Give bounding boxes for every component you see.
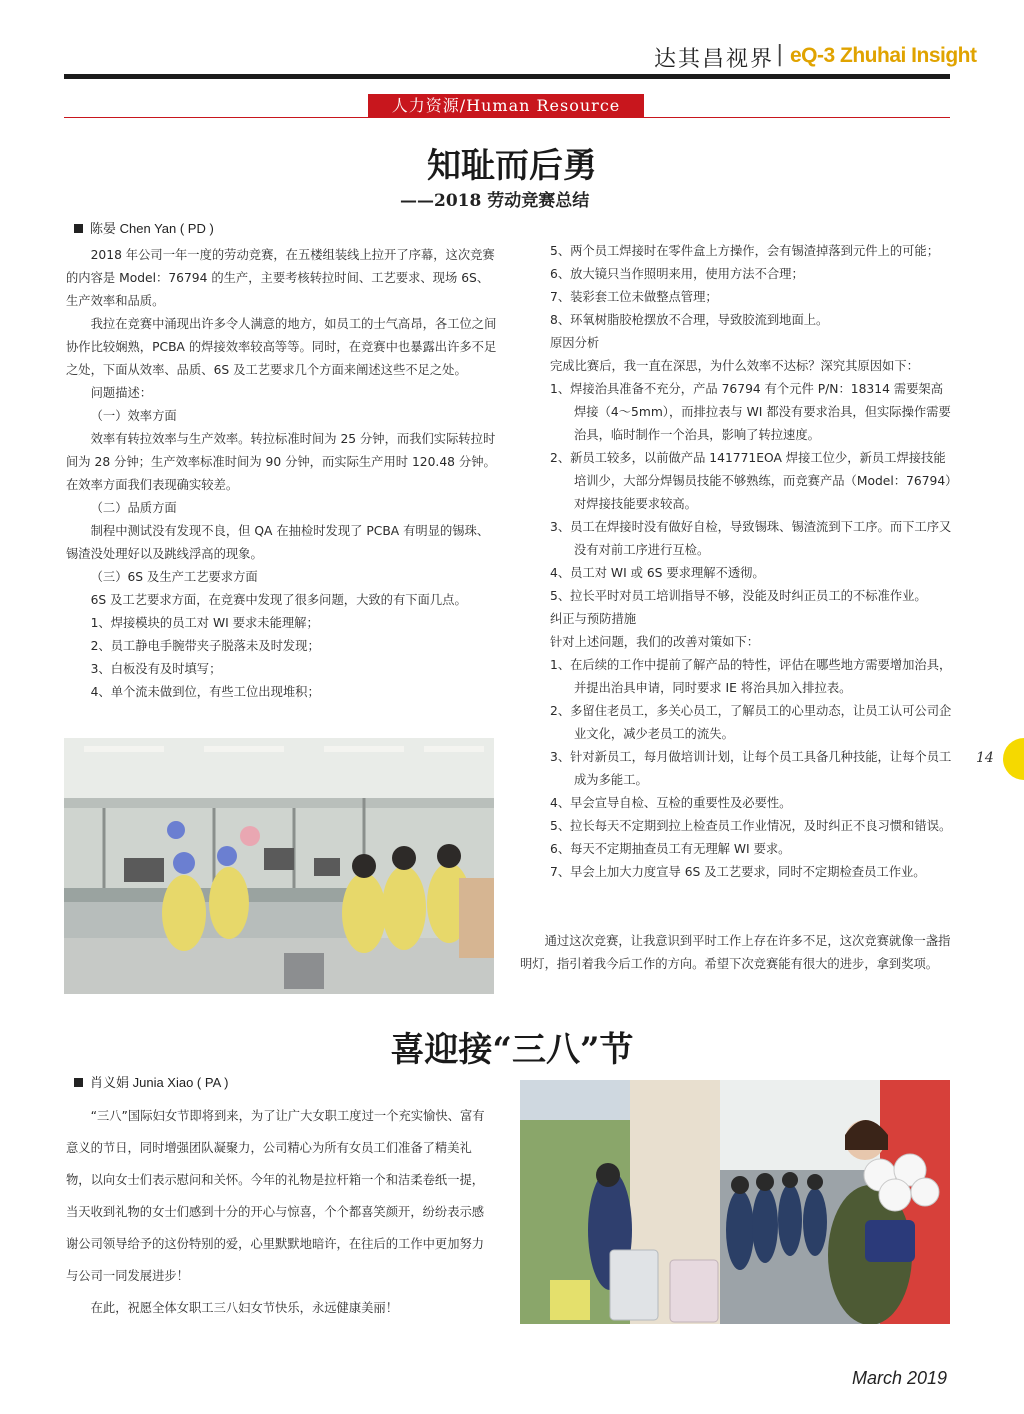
article-subtitle: ——2018 劳动竞赛总结 <box>400 191 590 211</box>
list-item: 8、环氧树脂胶枪摆放不合理，导致胶流到地面上。 <box>550 313 829 327</box>
article-left-column <box>66 244 498 704</box>
paragraph: 2018 年公司一年一度的劳动竞赛，在五楼组装线上拉开了序幕，这次竞赛的内容是 Model：76794 的生产，主要考核转拉时间、工艺要求、现场 6S、生产效率和品质。 <box>66 248 495 308</box>
paragraph: 6S 及工艺要求方面，在竞赛中发现了很多问题，大致的有下面几点。 <box>90 593 467 607</box>
page-number: 14 <box>976 750 994 766</box>
factory-workers-photo <box>64 738 494 994</box>
list-item: 2、员工静电手腕带夹子脱落未及时发现； <box>90 639 320 653</box>
list-item: 6、每天不定期抽查员工有无理解 WI 要求。 <box>550 842 791 856</box>
paragraph: 通过这次竞赛，让我意识到平时工作上存在许多不足，这次竞赛就像一盏指明灯，指引着我今后工作的方向。希望下次竞赛能有很大的进步，拿到奖项。 <box>520 934 951 971</box>
article2-body <box>66 1100 496 1324</box>
subheading-correction: 纠正与预防措施 <box>550 612 637 626</box>
header-rule <box>64 74 950 79</box>
list-item: 4、员工对 WI 或 6S 要求理解不透彻。 <box>550 566 765 580</box>
article-right-column <box>550 240 952 884</box>
paragraph: 完成比赛后，我一直在深思，为什么效率不达标？深究其原因如下： <box>550 359 919 373</box>
list-item: 6、放大镜只当作照明来用，使用方法不合理； <box>550 267 804 281</box>
header-separator: | <box>776 42 784 67</box>
list-item: 1、焊接治具准备不充分，产品 76794 有个元件 P/N：18314 需要架高焊接（4～5mm），而排拉表与 WI 都没有要求治具，但实际操作需要治具，临时制作一个治具，影响了转拉速度。 <box>550 382 951 442</box>
article2-author <box>74 1072 228 1091</box>
list-item: 3、白板没有及时填写； <box>90 662 222 676</box>
paragraph: 效率有转拉效率与生产效率。转拉标准时间为 25 分钟，而我们实际转拉时间为 28 分钟；生产效率标准时间为 90 分钟，而实际生产用时 120.48 分钟。 在效率方面我们表现确实较差。 <box>66 432 496 492</box>
list-item: 7、早会上加大力度宣导 6S 及工艺要求，同时不定期检查员工作业。 <box>550 865 926 879</box>
page-tab-marker <box>1003 738 1024 780</box>
womens-day-photo-illustration <box>520 1080 950 1324</box>
subheading: （一）效率方面 <box>90 409 177 423</box>
bullet-square-icon <box>74 1078 83 1087</box>
article-conclusion <box>520 930 952 976</box>
magazine-title-cn: 达其昌视界 <box>653 47 774 72</box>
list-item: 5、拉长平时对员工培训指导不够，没能及时纠正员工的不标准作业。 <box>550 589 927 603</box>
section-rule-left <box>64 117 368 118</box>
magazine-title-en: eQ-3 Zhuhai Insight <box>790 44 977 67</box>
article2-title: 喜迎接“三八”节 <box>390 1030 634 1070</box>
factory-photo-illustration <box>64 738 494 994</box>
womens-day-photo <box>520 1080 950 1324</box>
subheading: （二）品质方面 <box>90 501 177 515</box>
list-item: 4、单个流未做到位，有些工位出现堆积； <box>90 685 320 699</box>
paragraph: 我拉在竞赛中涌现出许多令人满意的地方，如员工的士气高昂，各工位之间协作比较娴熟，PCBA 的焊接效率较高等等。同时，在竞赛中也暴露出许多不足之处，下面从效率、品质、6S 及工艺要求几个方面来阐述这些不足之处。 <box>66 317 497 377</box>
paragraph: 在此，祝愿全体女职工三八妇女节快乐，永远健康美丽！ <box>90 1301 399 1315</box>
paragraph: 针对上述问题，我们的改善对策如下： <box>550 635 760 649</box>
subheading-analysis: 原因分析 <box>550 336 600 350</box>
section-rule-right <box>644 117 950 118</box>
paragraph: “三八”国际妇女节即将到来，为了让广大女职工度过一个充实愉快、富有意义的节日，同时增强团队凝聚力，公司精心为所有女员工们准备了精美礼物，以向女士们表示慰问和关怀。今年的礼物是拉杆箱一个和洁柔卷纸一提，当天收到礼物的女士们感到十分的开心与惊喜，个个都喜笑颜开，纷纷表示感谢公司领导给予的这份特别的爱，心里默默地暗许，在往后的工作中更加努力与公司一同发展进步！ <box>66 1109 485 1283</box>
list-item: 2、多留住老员工，多关心员工，了解员工的心里动态，让员工认可公司企业文化，减少老员工的流失。 <box>550 704 952 741</box>
section-label: 人力资源/Human Resource <box>368 94 644 118</box>
subheading: （三）6S 及生产工艺要求方面 <box>90 570 258 584</box>
paragraph: 问题描述： <box>90 386 153 400</box>
paragraph: 制程中测试没有发现不良，但 QA 在抽检时发现了 PCBA 有明显的锡珠、锡渣没处理好以及跳线浮高的现象。 <box>66 524 490 561</box>
list-item: 7、装彩套工位未做整点管理； <box>550 290 718 304</box>
article-author <box>74 218 214 237</box>
list-item: 1、在后续的工作中提前了解产品的特性，评估在哪些地方需要增加治具，并提出治具申请，同时要求 IE 将治具加入排拉表。 <box>550 658 952 695</box>
list-item: 5、拉长每天不定期到拉上检查员工作业情况，及时纠正不良习惯和错误。 <box>550 819 952 833</box>
list-item: 5、两个员工焊接时在零件盒上方操作，会有锡渣掉落到元件上的可能； <box>550 244 940 258</box>
list-item: 4、早会宣导自检、互检的重要性及必要性。 <box>550 796 792 810</box>
bullet-square-icon <box>74 224 83 233</box>
article-title: 知耻而后勇 <box>427 146 597 186</box>
author-name: 陈晏 Chen Yan ( PD ) <box>90 221 214 236</box>
list-item: 3、针对新员工，每月做培训计划，让每个员工具备几种技能，让每个员工成为多能工。 <box>550 750 952 787</box>
list-item: 3、员工在焊接时没有做好自检，导致锡珠、锡渣流到下工序。而下工序又没有对前工序进行互检。 <box>550 520 952 557</box>
list-item: 1、焊接模块的员工对 WI 要求未能理解； <box>90 616 319 630</box>
issue-date: March 2019 <box>852 1368 948 1388</box>
author-name: 肖义娟 Junia Xiao ( PA ) <box>90 1075 229 1090</box>
list-item: 2、新员工较多，以前做产品 141771EOA 焊接工位少，新员工焊接技能培训少，大部分焊锡员技能不够熟练，而竞赛产品（Model：76794）对焊接技能要求较高。 <box>550 451 952 511</box>
